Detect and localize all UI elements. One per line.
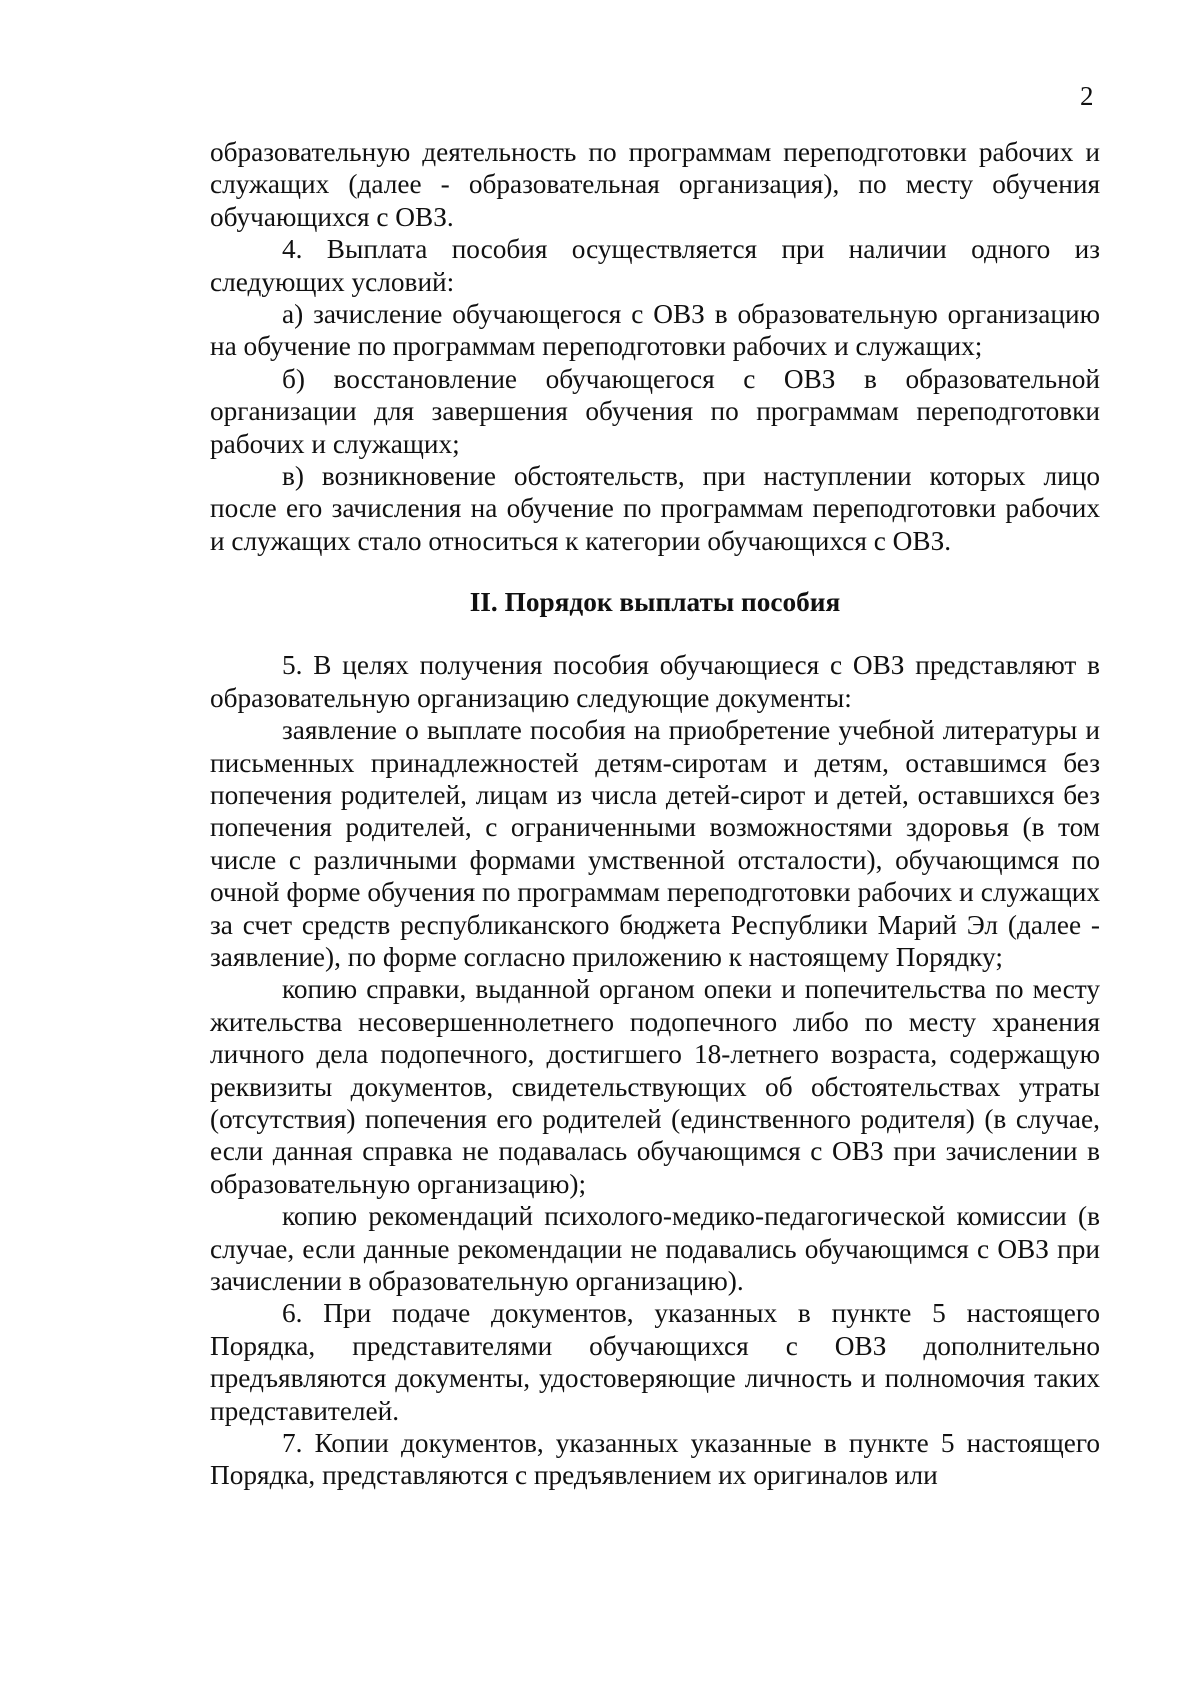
paragraph-subitem-b: б) восстановление обучающегося с ОВЗ в образовательной организации для завершения обучения по программам переподготовки рабочих и служащих; (210, 363, 1100, 459)
section-heading: II. Порядок выплаты пособия (469, 587, 841, 618)
paragraph-subitem-v: в) возникновение обстоятельств, при наступлении которых лицо после его зачисления на обучение по программам переподготовки рабочих и служащих стало относиться к категории обучающихся с ОВЗ. (210, 461, 1100, 556)
paragraph-application: заявление о выплате пособия на приобретение учебной литературы и письменных принадлежностей детям-сиротам и детям, оставшимся без попечения родителей, лицам из числа детей-сирот и детей, оставшихся без попечения родителей, с ограниченными возможностями здоровья (в том числе с различными формами умственной отсталости), обучающимся по очной форме обучения по программам переподготовки рабочих и служащих за счет средств республиканского бюджета Республики Марий Эл (далее - заявление), по форме согласно приложению к настоящему Порядку; (210, 715, 1100, 972)
paragraph-recommendations-copy: копию рекомендаций психолого-медико-педагогической комиссии (в случае, если данные рекомендации не подавались обучающимся с ОВЗ при зачислении в образовательную организацию). (210, 1201, 1100, 1296)
paragraph-item-4: 4. Выплата пособия осуществляется при наличии одного из следующих условий: (210, 234, 1100, 297)
paragraph-item-5: 5. В целях получения пособия обучающиеся с ОВЗ представляют в образовательную организацию следующие документы: (210, 650, 1100, 713)
paragraph-continuation: образовательную деятельность по программам переподготовки рабочих и служащих (далее - образовательная организация), по месту обучения обучающихся с ОВЗ. (210, 137, 1100, 232)
page-number: 2 (1080, 81, 1094, 111)
paragraph-item-6: 6. При подаче документов, указанных в пункте 5 настоящего Порядка, представителями обучающихся с ОВЗ дополнительно предъявляются документы, удостоверяющие личность и полномочия таких представителей. (210, 1298, 1100, 1426)
paragraph-certificate-copy: копию справки, выданной органом опеки и попечительства по месту жительства несовершеннолетнего подопечного либо по месту хранения личного дела подопечного, достигшего 18-летнего возраста, содержащую реквизиты документов, свидетельствующих об обстоятельствах утраты (отсутствия) попечения его родителей (единственного родителя) (в случае, если данная справка не подавалась обучающимся с ОВЗ при зачислении в образовательную организацию); (210, 974, 1100, 1199)
paragraph-item-7: 7. Копии документов, указанных указанные в пункте 5 настоящего Порядка, представляются с предъявлением их оригиналов или (210, 1428, 1100, 1491)
document-body (210, 136, 1100, 1492)
paragraph-subitem-a: а) зачисление обучающегося с ОВЗ в образовательную организацию на обучение по программам переподготовки рабочих и служащих; (210, 299, 1100, 362)
